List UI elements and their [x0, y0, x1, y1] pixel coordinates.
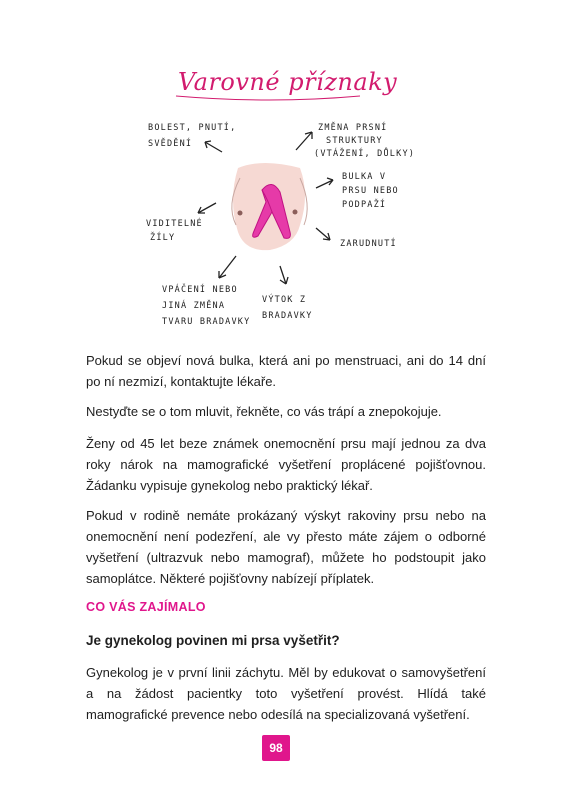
svg-text:STRUKTURY: STRUKTURY [326, 136, 383, 146]
label-lump [342, 172, 399, 210]
label-pain [148, 121, 236, 149]
svg-text:ZARUDNUTÍ: ZARUDNUTÍ [340, 239, 397, 249]
label-structure [314, 121, 415, 159]
svg-text:ZMĚNA PRSNÍ: ZMĚNA PRSNÍ [318, 123, 388, 133]
warning-signs-illustration [0, 0, 566, 340]
svg-text:(VTÁŽENÍ, DŮLKY): (VTÁŽENÍ, DŮLKY) [314, 149, 416, 159]
svg-text:JINÁ ZMĚNA: JINÁ ZMĚNA [162, 301, 226, 311]
svg-text:TVARU BRADAVKY: TVARU BRADAVKY [162, 317, 251, 327]
paragraph-self-payer: Pokud v rodině nemáte prokázaný výskyt rakoviny prsu nebo na onemocnění není podezření, ale vy přesto máte zájem o odborné vyšetření (ultrazvuk nebo mamograf), můžete ho podstoupit jako samoplátce. Některé pojišťovny nabízejí příplatek. [86, 508, 486, 586]
illustration-title: Varovné příznaky [178, 68, 398, 96]
label-veins [146, 217, 203, 243]
page-number: 98 [262, 735, 290, 761]
paragraph-dont-be-shy: Nestyďte se o tom mluvit, řekněte, co vás trápí a znepokojuje. [86, 404, 442, 419]
svg-text:ŽÍLY: ŽÍLY [150, 233, 176, 243]
section-heading: CO VÁS ZAJÍMALO [86, 600, 206, 614]
svg-text:VÝTOK Z: VÝTOK Z [262, 295, 307, 305]
svg-text:VPÁČENÍ NEBO: VPÁČENÍ NEBO [162, 285, 238, 295]
svg-text:PRSU NEBO: PRSU NEBO [342, 186, 399, 196]
svg-text:BRADAVKY: BRADAVKY [262, 311, 313, 321]
label-discharge [262, 293, 313, 321]
svg-text:SVĚDĚNÍ: SVĚDĚNÍ [148, 139, 193, 149]
svg-text:BOLEST, PNUTÍ,: BOLEST, PNUTÍ, [148, 123, 237, 133]
label-nipple-shape [162, 283, 250, 327]
paragraph-new-lump: Pokud se objeví nová bulka, která ani po menstruaci, ani do 14 dní po ní nezmizí, kontaktujte lékaře. [86, 353, 486, 389]
svg-text:PODPAŽÍ: PODPAŽÍ [342, 200, 387, 210]
svg-text:BULKA V: BULKA V [342, 172, 387, 182]
svg-text:VIDITELNÉ: VIDITELNÉ [146, 219, 203, 229]
faq-question: Je gynekolog povinen mi prsa vyšetřit? [86, 633, 340, 648]
faq-answer: Gynekolog je v první linii záchytu. Měl by edukovat o samovyšetření a na žádost pacientky toto vyšetření provést. Hlídá také mamografické prevence nebo odesílá na specializovaná vyšetření. [86, 665, 486, 722]
label-redness [340, 237, 397, 249]
paragraph-mammography: Ženy od 45 let beze známek onemocnění prsu mají jednou za dva roky nárok na mamografické vyšetření proplácené pojišťovnou. Žádanku vypisuje gynekolog nebo praktický lékař. [86, 436, 486, 493]
